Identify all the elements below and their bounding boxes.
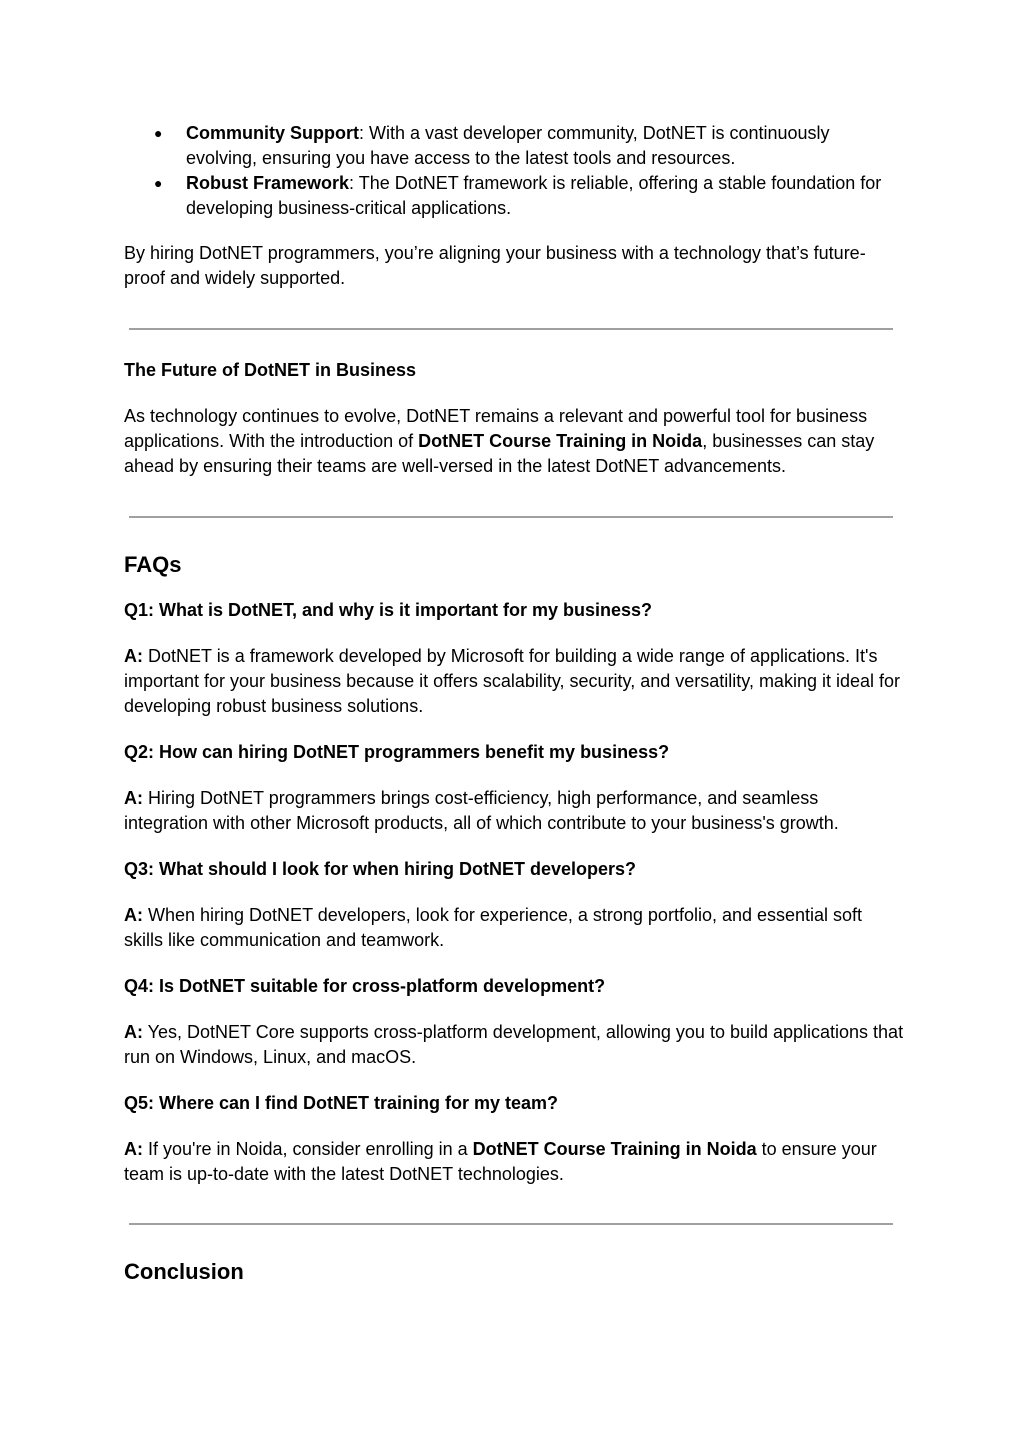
answer-text: Hiring DotNET programmers brings cost-efficiency, high performance, and seamless integration with other Microsoft products, all of which contribute to your business's growth.	[124, 788, 839, 833]
faqs-heading: FAQs	[124, 552, 182, 577]
faq-question-5: Q5: Where can I find DotNET training for my team?	[124, 1093, 559, 1113]
benefits-list	[124, 121, 904, 221]
bullet-icon: ●	[154, 125, 163, 141]
faq-answer-2	[124, 786, 904, 836]
future-paragraph	[124, 404, 904, 479]
answer-prefix: A:	[124, 1022, 143, 1042]
faq-question-1: Q1: What is DotNET, and why is it important for my business?	[124, 600, 653, 620]
answer-text: If you're in Noida, consider enrolling in a	[143, 1139, 473, 1159]
answer-prefix: A:	[124, 905, 143, 925]
divider	[129, 516, 893, 518]
future-bold-text: DotNET Course Training in Noida	[418, 431, 703, 451]
faq-question-4: Q4: Is DotNET suitable for cross-platform development?	[124, 976, 606, 996]
bullet-term: Community Support	[186, 123, 359, 143]
future-heading: The Future of DotNET in Business	[124, 360, 417, 380]
bullet-text: : With a vast developer community, DotNET is continuously evolving, ensuring you have access to the latest tools and resources.	[186, 123, 830, 168]
intro-paragraph: By hiring DotNET programmers, you’re aligning your business with a technology that’s future-proof and widely supported.	[124, 243, 866, 288]
answer-prefix: A:	[124, 788, 143, 808]
faq-answer-1	[124, 644, 904, 719]
document-page	[124, 121, 904, 1286]
faq-answer-3	[124, 903, 904, 953]
bullet-term: Robust Framework	[186, 173, 350, 193]
answer-text-tail: to ensure your team is up-to-date with the latest DotNET technologies.	[124, 1139, 877, 1184]
faq-question-3: Q3: What should I look for when hiring DotNET developers?	[124, 859, 637, 879]
future-text-tail: , businesses can stay ahead by ensuring their teams are well-versed in the latest DotNET advancements.	[124, 431, 875, 476]
faq-question-2: Q2: How can hiring DotNET programmers benefit my business?	[124, 742, 670, 762]
faq-answer-5	[124, 1137, 904, 1187]
list-item	[124, 121, 904, 171]
answer-bold-text: DotNET Course Training in Noida	[472, 1139, 757, 1159]
answer-text: DotNET is a framework developed by Microsoft for building a wide range of applications. It's important for your business because it offers scalability, security, and versatility, making it ideal for developing robust business solutions.	[124, 646, 901, 716]
answer-prefix: A:	[124, 646, 143, 666]
answer-prefix: A:	[124, 1139, 143, 1159]
divider	[129, 1223, 893, 1225]
answer-text: Yes, DotNET Core supports cross-platform development, allowing you to build applications that run on Windows, Linux, and macOS.	[124, 1022, 904, 1067]
future-text: As technology continues to evolve, DotNET remains a relevant and powerful tool for business applications. With the introduction of	[124, 406, 868, 451]
divider	[129, 328, 893, 330]
conclusion-heading: Conclusion	[124, 1259, 244, 1284]
answer-text: When hiring DotNET developers, look for experience, a strong portfolio, and essential soft skills like communication and teamwork.	[124, 905, 863, 950]
faq-answer-4	[124, 1020, 904, 1070]
bullet-icon: ●	[154, 175, 163, 191]
list-item	[124, 171, 904, 221]
bullet-text: : The DotNET framework is reliable, offering a stable foundation for developing business-critical applications.	[186, 173, 882, 218]
